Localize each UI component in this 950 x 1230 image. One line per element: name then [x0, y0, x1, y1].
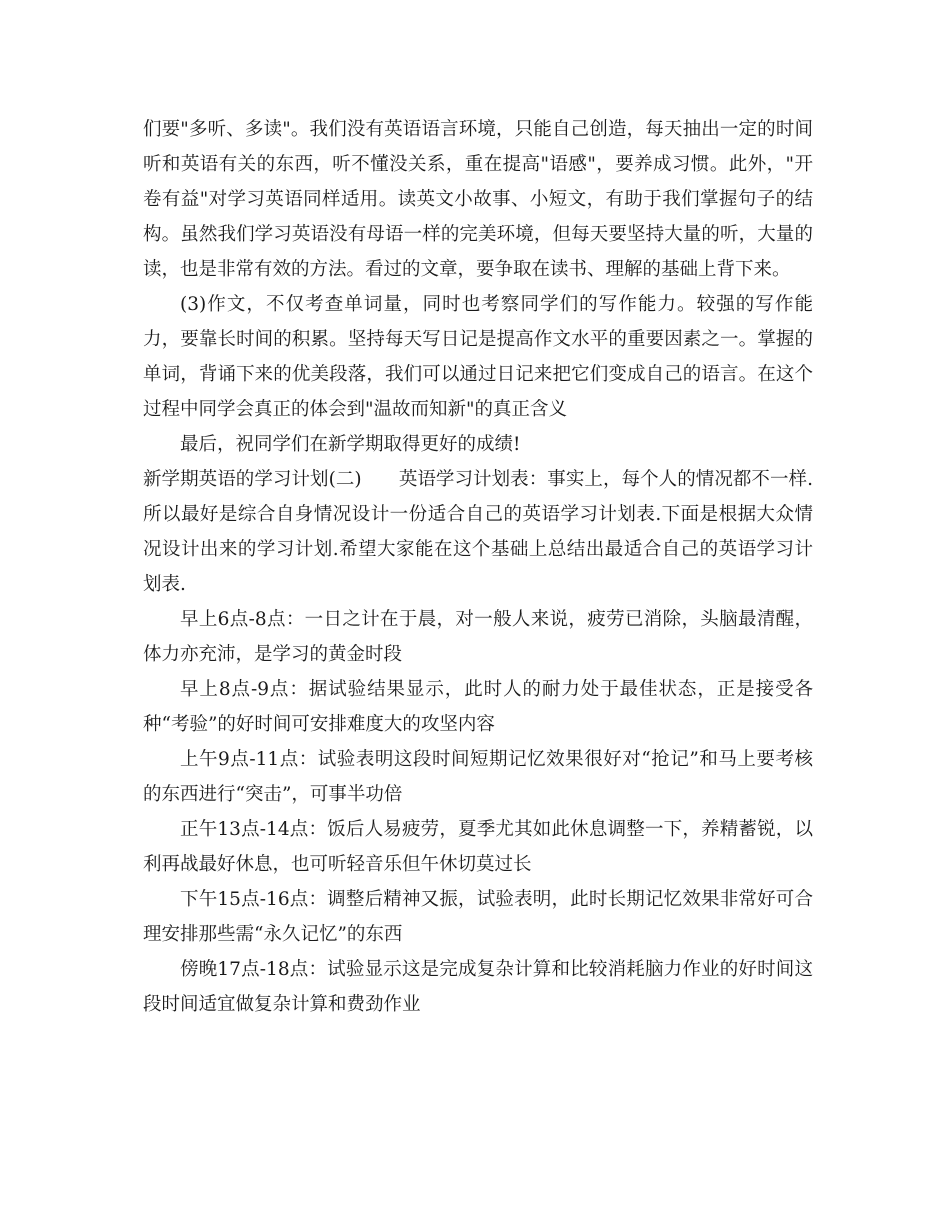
document-body [143, 112, 813, 1022]
paragraph-schedule-17-18: 傍晚17点-18点：试验显示这是完成复杂计算和比较消耗脑力作业的好时间这段时间适宜做复杂计算和费劲作业 [143, 959, 813, 1015]
paragraph-composition: (3)作文，不仅考查单词量，同时也考察同学们的写作能力。较强的写作能力，要靠长时间的积累。坚持每天写日记是提高作文水平的重要因素之一。掌握的单词，背诵下来的优美段落，我们可以通过日记来把它们变成自己的语言。在这个过程中同学会真正的体会到"温故而知新"的真正含义 [143, 294, 813, 420]
paragraph-schedule-15-16: 下午15点-16点：调整后精神又振，试验表明，此时长期记忆效果非常好可合理安排那些需“永久记忆”的东西 [143, 889, 813, 945]
paragraph-closing-wish: 最后，祝同学们在新学期取得更好的成绩! [180, 434, 521, 455]
paragraph-schedule-9-11: 上午9点-11点：试验表明这段时间短期记忆效果很好对“抢记”和马上要考核的东西进行“突击”，可事半功倍 [143, 749, 813, 805]
paragraph-schedule-6-8: 早上6点-8点：一日之计在于晨，对一般人来说，疲劳已消除，头脑最清醒，体力亦充沛，是学习的黄金时段 [143, 609, 813, 665]
paragraph-schedule-13-14: 正午13点-14点：饭后人易疲劳，夏季尤其如此休息调整一下，养精蓄锐，以利再战最好休息，也可听轻音乐但午休切莫过长 [143, 819, 813, 875]
paragraph-listening-reading: 们要"多听、多读"。我们没有英语语言环境，只能自己创造，每天抽出一定的时间听和英语有关的东西，听不懂没关系，重在提高"语感"，要养成习惯。此外，"开卷有益"对学习英语同样适用。读英文小故事、小短文，有助于我们掌握句子的结构。虽然我们学习英语没有母语一样的完美环境，但每天要坚持大量的听，大量的读，也是非常有效的方法。看过的文章，要争取在读书、理解的基础上背下来。 [143, 119, 813, 280]
paragraph-plan-two-intro: 新学期英语的学习计划(二) 英语学习计划表：事实上，每个人的情况都不一样.所以最好是综合自身情况设计一份适合自己的英语学习计划表.下面是根据大众情况设计出来的学习计划.希望大家能在这个基础上总结出最适合自己的英语学习计划表. [143, 469, 813, 595]
paragraph-schedule-8-9: 早上8点-9点：据试验结果显示，此时人的耐力处于最佳状态，正是接受各种“考验”的好时间可安排难度大的攻坚内容 [143, 679, 813, 735]
